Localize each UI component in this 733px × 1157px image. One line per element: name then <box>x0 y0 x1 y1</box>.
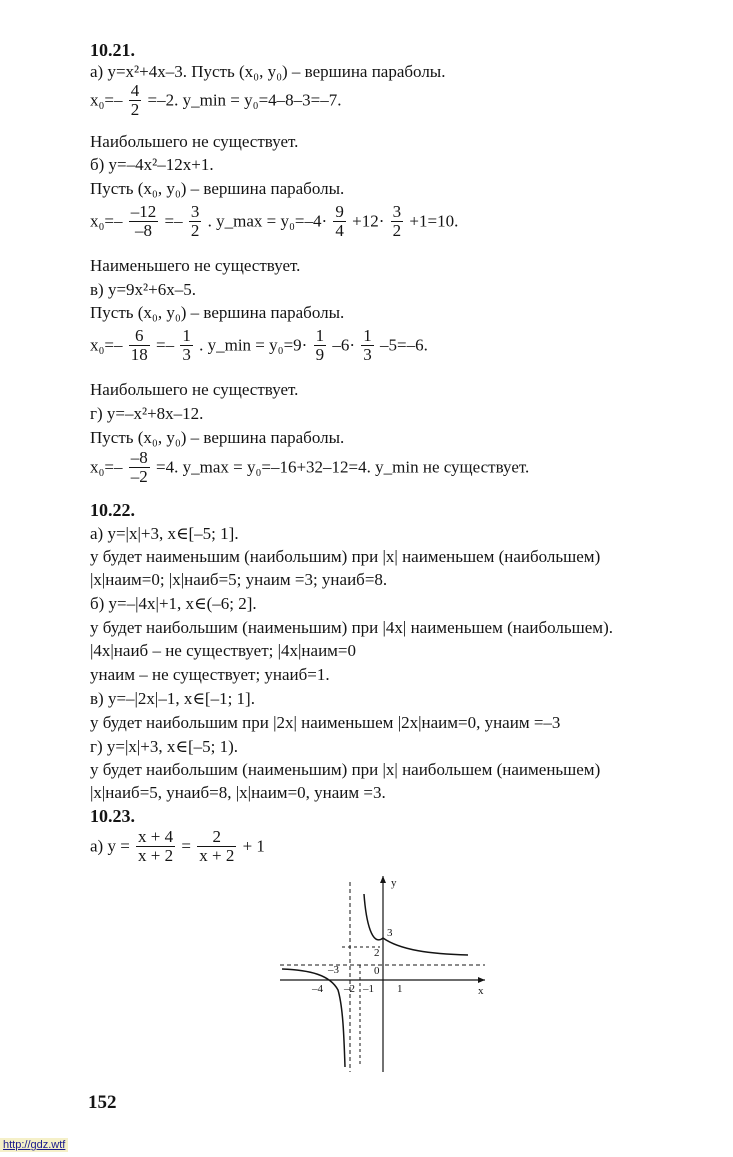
text-line: y будет наименьшим (наибольшим) при |x| наименьшем (наибольшем) <box>90 547 601 566</box>
formula-text: =–2. y_min = y₀=4–8–3=–7. <box>147 90 342 110</box>
numerator: 9 <box>335 202 344 221</box>
text-line: |x|наим=0; |x|наиб=5; yнаим =3; yнаиб=8. <box>90 570 388 589</box>
formula-text: –6· <box>332 335 355 355</box>
numerator: 1 <box>315 326 325 345</box>
denominator: 3 <box>182 345 191 364</box>
tick-label: –4 <box>312 983 323 995</box>
task-d-line: г) y=–x²+8x–12. <box>90 404 204 423</box>
tick-label: 3 <box>387 927 393 939</box>
formula-text: + 1 <box>242 836 265 856</box>
formula-text: . y_min = y₀=9· <box>199 335 308 355</box>
tick-label: 2 <box>374 947 380 959</box>
tick-label: –2 <box>344 983 355 995</box>
tick-label: –1 <box>363 983 374 995</box>
task-a-formula <box>90 82 342 119</box>
numerator: –12 <box>130 202 157 221</box>
formula-text: –5=–6. <box>380 335 428 355</box>
text-line: y будет наибольшим (наименьшим) при |4x| наименьшем (наибольшем). <box>90 618 613 637</box>
right-branch <box>364 894 468 955</box>
task-c-vertex: Пусть (x₀, y₀) – вершина параболы. <box>90 303 345 322</box>
tick-label: 0 <box>374 965 380 977</box>
numerator: x + 4 <box>138 827 174 846</box>
formula-text: =4. y_max = y₀=–16+32–12=4. y_min не существует. <box>156 457 530 477</box>
task-c-formula <box>90 327 428 364</box>
formula-text: +12· <box>352 211 385 231</box>
fraction <box>129 203 159 240</box>
formula-text: =– <box>156 335 175 355</box>
formula-text: x₀=– <box>90 335 123 355</box>
formula-text: +1=10. <box>409 211 459 231</box>
fraction <box>391 203 404 240</box>
text-line: б) y=–|4x|+1, x∈(–6; 2]. <box>90 594 257 613</box>
task-b-formula <box>90 203 458 240</box>
numerator: 2 <box>197 828 236 847</box>
task-c-note: Наибольшего не существует. <box>90 380 299 399</box>
hyperbola-graph <box>280 872 495 1082</box>
formula-text: x₀=– <box>90 211 123 231</box>
y-axis-arrow <box>380 876 386 883</box>
fraction <box>136 828 175 865</box>
numerator: 6 <box>129 327 150 346</box>
numerator: 1 <box>363 326 372 345</box>
task-10-23-formula <box>90 828 265 865</box>
formula-text: = <box>181 836 191 856</box>
formula-text: =– <box>164 211 183 231</box>
text-line: y будет наибольшим (наименьшим) при |x| наибольшем (наименьшем) <box>90 760 601 779</box>
numerator: 4 <box>130 81 140 100</box>
y-axis-label: y <box>391 877 397 889</box>
denominator: 2 <box>130 100 140 119</box>
section-title-10-22: 10.22. <box>90 500 135 520</box>
task-a-note: Наибольшего не существует. <box>90 132 299 151</box>
task-b-vertex: Пусть (x₀, y₀) – вершина параболы. <box>90 179 345 198</box>
denominator: –2 <box>130 467 148 486</box>
fraction <box>180 327 193 364</box>
denominator: 3 <box>363 345 372 364</box>
footer-link[interactable]: http://gdz.wtf <box>0 1138 68 1152</box>
tick-label: 1 <box>397 983 403 995</box>
formula-text: x₀=– <box>90 457 123 477</box>
formula-text: а) y = <box>90 836 130 856</box>
page-number: 152 <box>88 1092 117 1113</box>
formula-text: . y_max = y₀=–4· <box>207 211 328 231</box>
tick-label: –3 <box>328 964 339 976</box>
numerator: –8 <box>130 448 148 467</box>
denominator: x + 2 <box>199 846 235 865</box>
task-b-line: б) y=–4x²–12x+1. <box>90 155 214 174</box>
text-line: а) y=|x|+3, x∈[–5; 1]. <box>90 524 239 543</box>
task-b-note: Наименьшего не существует. <box>90 256 301 275</box>
fraction <box>314 327 327 364</box>
numerator: 3 <box>392 202 402 221</box>
denominator: 2 <box>190 221 200 240</box>
text-line: yнаим – не существует; yнаиб=1. <box>90 665 330 684</box>
fraction <box>197 828 236 865</box>
denominator: 18 <box>130 345 148 364</box>
denominator: –8 <box>135 221 153 240</box>
fraction <box>189 203 202 240</box>
text-line: y будет наибольшим при |2x| наименьшем |2x|наим=0, yнаим =–3 <box>90 713 561 732</box>
task-a-line: а) y=x²+4x–3. Пусть (x₀, y₀) – вершина параболы. <box>90 62 446 81</box>
fraction <box>361 327 374 364</box>
x-axis-label: x <box>478 985 484 997</box>
x-axis-arrow <box>478 977 485 983</box>
text-line: |4x|наиб – не существует; |4x|наим=0 <box>90 641 357 660</box>
numerator: 3 <box>190 202 200 221</box>
formula-text: x₀=– <box>90 90 123 110</box>
denominator: 4 <box>335 221 344 240</box>
task-d-formula <box>90 449 529 486</box>
section-title-10-23: 10.23. <box>90 806 135 826</box>
fraction <box>333 203 346 240</box>
text-line: |x|наиб=5, yнаиб=8, |x|наим=0, yнаим =3. <box>90 783 386 802</box>
fraction <box>129 449 150 486</box>
fraction <box>129 327 150 364</box>
section-title-10-21: 10.21. <box>90 40 135 60</box>
denominator: 9 <box>315 345 325 364</box>
denominator: 2 <box>392 221 402 240</box>
numerator: 1 <box>182 326 191 345</box>
task-d-vertex: Пусть (x₀, y₀) – вершина параболы. <box>90 428 345 447</box>
task-c-line: в) y=9x²+6x–5. <box>90 280 196 299</box>
fraction <box>129 82 142 119</box>
text-line: в) y=–|2x|–1, x∈[–1; 1]. <box>90 689 255 708</box>
denominator: x + 2 <box>138 846 174 865</box>
text-line: г) y=|x|+3, x∈[–5; 1). <box>90 737 238 756</box>
